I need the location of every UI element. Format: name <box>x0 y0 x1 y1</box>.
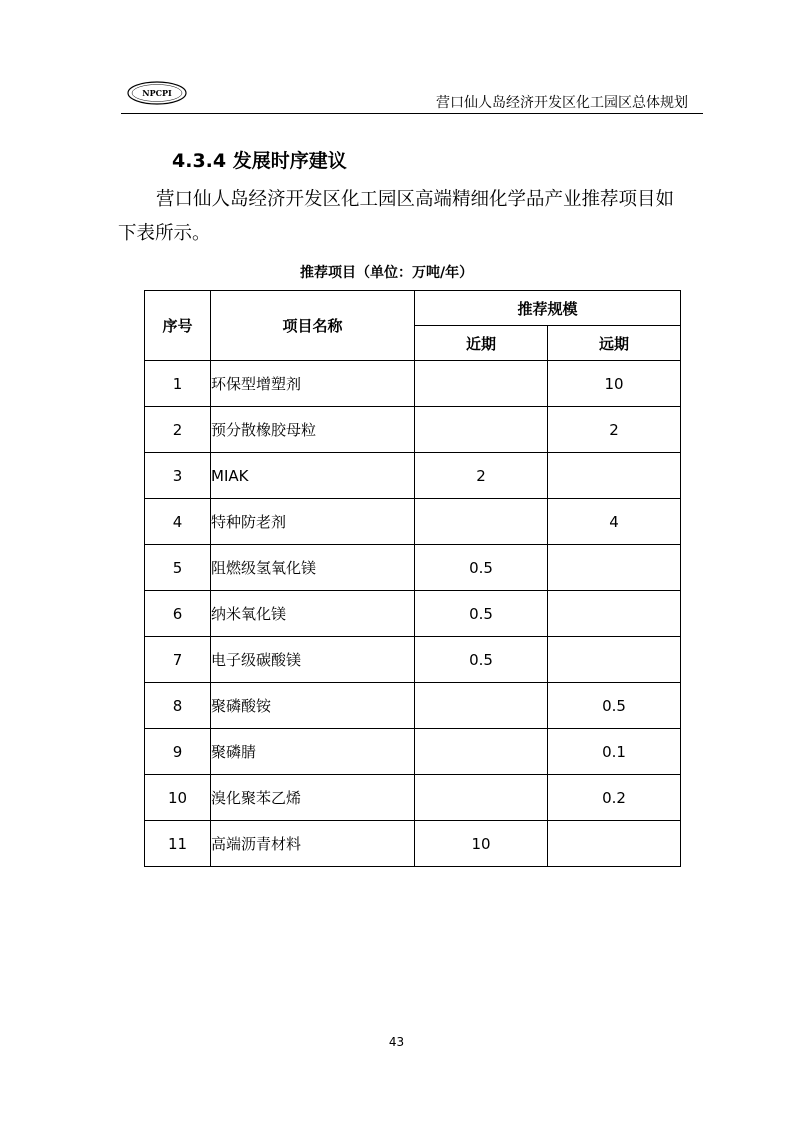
table-row <box>145 453 681 499</box>
row-long-term <box>548 453 681 499</box>
row-project-name: 聚磷酸铵 <box>211 683 415 729</box>
page-number: 43 <box>388 1035 405 1049</box>
row-near-term: 2 <box>415 453 548 499</box>
row-project-name: 溴化聚苯乙烯 <box>211 775 415 821</box>
header-long-term: 远期 <box>548 326 681 361</box>
logo-text: NPCPI <box>142 88 172 98</box>
row-index: 4 <box>145 499 211 545</box>
row-long-term <box>548 545 681 591</box>
row-index: 11 <box>145 821 211 867</box>
row-project-name: 电子级碳酸镁 <box>211 637 415 683</box>
row-index: 10 <box>145 775 211 821</box>
row-near-term <box>415 499 548 545</box>
header-index: 序号 <box>145 291 211 361</box>
row-near-term: 10 <box>415 821 548 867</box>
table-row <box>145 407 681 453</box>
row-near-term: 0.5 <box>415 591 548 637</box>
table-caption: 推荐项目（单位：万吨/年） <box>300 265 474 281</box>
table-row <box>145 499 681 545</box>
paragraph-line: 下表所示。 <box>118 223 211 244</box>
recommended-projects-table <box>144 290 681 867</box>
row-near-term <box>415 407 548 453</box>
row-index: 5 <box>145 545 211 591</box>
row-long-term <box>548 821 681 867</box>
table-row <box>145 637 681 683</box>
table-row <box>145 545 681 591</box>
row-index: 6 <box>145 591 211 637</box>
section-paragraph <box>118 183 716 251</box>
row-near-term <box>415 729 548 775</box>
header-near-term: 近期 <box>415 326 548 361</box>
row-long-term: 0.5 <box>548 683 681 729</box>
document-header-title: 营口仙人岛经济开发区化工园区总体规划 <box>436 95 688 111</box>
table-row <box>145 821 681 867</box>
row-project-name: 环保型增塑剂 <box>211 361 415 407</box>
row-index: 3 <box>145 453 211 499</box>
row-long-term: 0.2 <box>548 775 681 821</box>
row-long-term <box>548 591 681 637</box>
table-row <box>145 361 681 407</box>
row-index: 1 <box>145 361 211 407</box>
row-project-name: MIAK <box>211 453 415 499</box>
row-index: 8 <box>145 683 211 729</box>
header-project-name: 项目名称 <box>211 291 415 361</box>
row-index: 7 <box>145 637 211 683</box>
row-project-name: 特种防老剂 <box>211 499 415 545</box>
row-long-term <box>548 637 681 683</box>
row-long-term: 0.1 <box>548 729 681 775</box>
header-recommended-scale: 推荐规模 <box>415 291 681 326</box>
section-heading: 4.3.4 发展时序建议 <box>172 150 347 172</box>
npcpi-logo <box>126 80 188 106</box>
row-near-term <box>415 361 548 407</box>
row-long-term: 4 <box>548 499 681 545</box>
table-row <box>145 683 681 729</box>
row-near-term: 0.5 <box>415 545 548 591</box>
paragraph-line: 营口仙人岛经济开发区化工园区高端精细化学品产业推荐项目如 <box>156 189 675 210</box>
row-project-name: 高端沥青材料 <box>211 821 415 867</box>
row-long-term: 10 <box>548 361 681 407</box>
row-project-name: 阻燃级氢氧化镁 <box>211 545 415 591</box>
row-near-term <box>415 683 548 729</box>
table-row <box>145 591 681 637</box>
row-project-name: 聚磷腈 <box>211 729 415 775</box>
row-index: 2 <box>145 407 211 453</box>
row-long-term: 2 <box>548 407 681 453</box>
table-row <box>145 729 681 775</box>
header-divider <box>121 113 703 114</box>
row-index: 9 <box>145 729 211 775</box>
row-project-name: 预分散橡胶母粒 <box>211 407 415 453</box>
row-project-name: 纳米氧化镁 <box>211 591 415 637</box>
row-near-term: 0.5 <box>415 637 548 683</box>
row-near-term <box>415 775 548 821</box>
table-row <box>145 775 681 821</box>
